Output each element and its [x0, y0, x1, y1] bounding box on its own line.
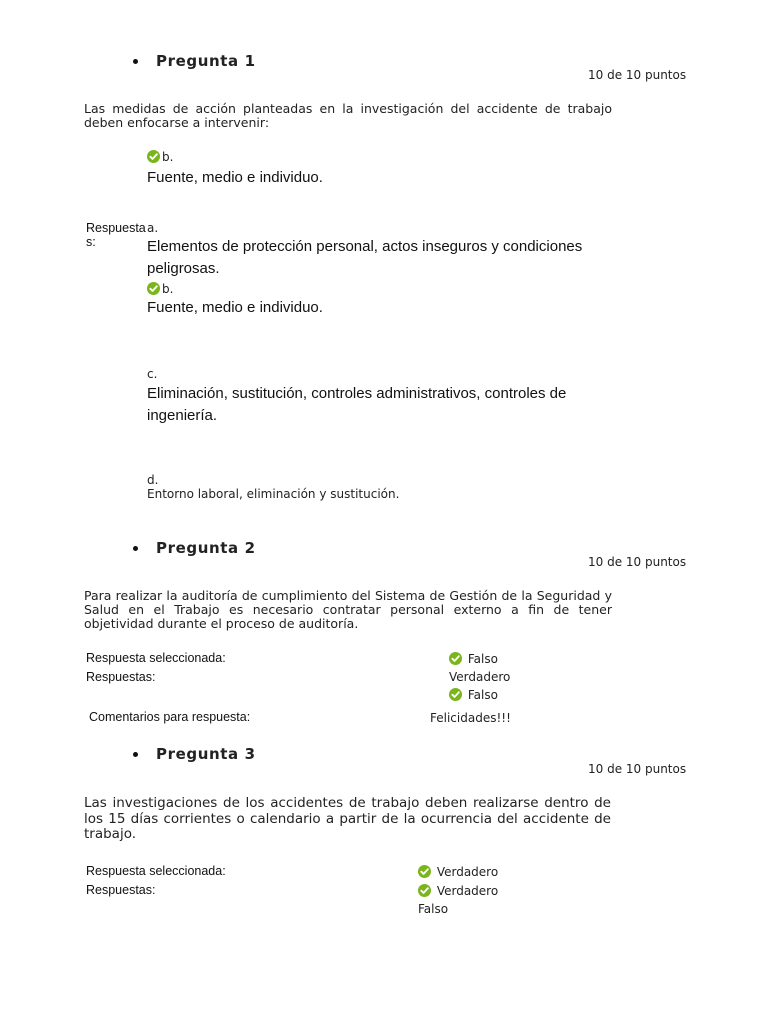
question-3-points: 10 de 10 puntos — [588, 762, 687, 776]
selected-answer-text: Falso — [467, 652, 498, 666]
selected-answer-label: Respuesta seleccionada: — [86, 864, 226, 878]
check-circle-icon — [418, 884, 431, 897]
question-2-title: Pregunta 2 — [156, 539, 256, 557]
question-1-title: Pregunta 1 — [156, 52, 256, 70]
question-2-text: Para realizar la auditoría de cumplimiento del Sistema de Gestión de la Seguridad y Salud en el Trabajo es necesario contratar personal externo a fin de tener objetividad durante el proceso de auditoría. — [84, 588, 612, 631]
check-circle-icon — [449, 688, 462, 701]
question-2-points: 10 de 10 puntos — [588, 555, 687, 569]
check-circle-icon — [418, 865, 431, 878]
option-b-text: Fuente, medio e individuo. — [147, 299, 323, 316]
bullet-icon — [133, 59, 138, 64]
option-a-letter: a. — [147, 221, 159, 235]
option-c-letter: c. — [147, 367, 158, 381]
option-b — [147, 282, 173, 296]
answer-option-correct — [418, 884, 498, 898]
option-c-text: Eliminación, sustitución, controles administrativos, controles de ingeniería. — [147, 385, 567, 424]
question-3-title: Pregunta 3 — [156, 745, 256, 763]
selected-answer-value — [418, 865, 498, 879]
question-1-text: Las medidas de acción planteadas en la investigación del accidente de trabajo deben enfocarse a intervenir: — [84, 101, 612, 130]
check-circle-icon — [147, 282, 160, 295]
option-d-letter: d. — [147, 473, 159, 487]
comments-value: Felicidades!!! — [430, 711, 511, 725]
option-b-letter: b. — [162, 282, 174, 296]
answer-option: Falso — [418, 902, 449, 916]
answer-option-correct — [449, 688, 498, 702]
selected-answer-text: Fuente, medio e individuo. — [147, 169, 323, 186]
option-d-text: Entorno laboral, eliminación y sustitución. — [147, 487, 400, 501]
selected-answer-text: Verdadero — [436, 865, 499, 879]
answers-label: Respuestas: — [86, 670, 156, 684]
check-circle-icon — [147, 150, 160, 163]
selected-answer-value — [449, 652, 498, 666]
selected-answer — [147, 150, 173, 164]
question-3-text: Las investigaciones de los accidentes de trabajo deben realizarse dentro de los 15 días corrientes o calendario a partir de la ocurrencia del accidente de trabajo. — [84, 795, 611, 842]
answers-label: Respuestas: — [86, 883, 156, 897]
bullet-icon — [133, 752, 138, 757]
comments-label: Comentarios para respuesta: — [89, 710, 251, 724]
bullet-icon — [133, 546, 138, 551]
question-1-points: 10 de 10 puntos — [588, 68, 687, 82]
answer-option-text: Verdadero — [436, 884, 499, 898]
selected-answer-letter: b. — [162, 150, 174, 164]
answer-option-text: Falso — [467, 688, 498, 702]
answer-option: Verdadero — [449, 670, 511, 684]
option-a-text: Elementos de protección personal, actos inseguros y condiciones peligrosas. — [147, 238, 583, 277]
answers-label: Respuestas: — [86, 221, 146, 249]
check-circle-icon — [449, 652, 462, 665]
selected-answer-label: Respuesta seleccionada: — [86, 651, 226, 665]
